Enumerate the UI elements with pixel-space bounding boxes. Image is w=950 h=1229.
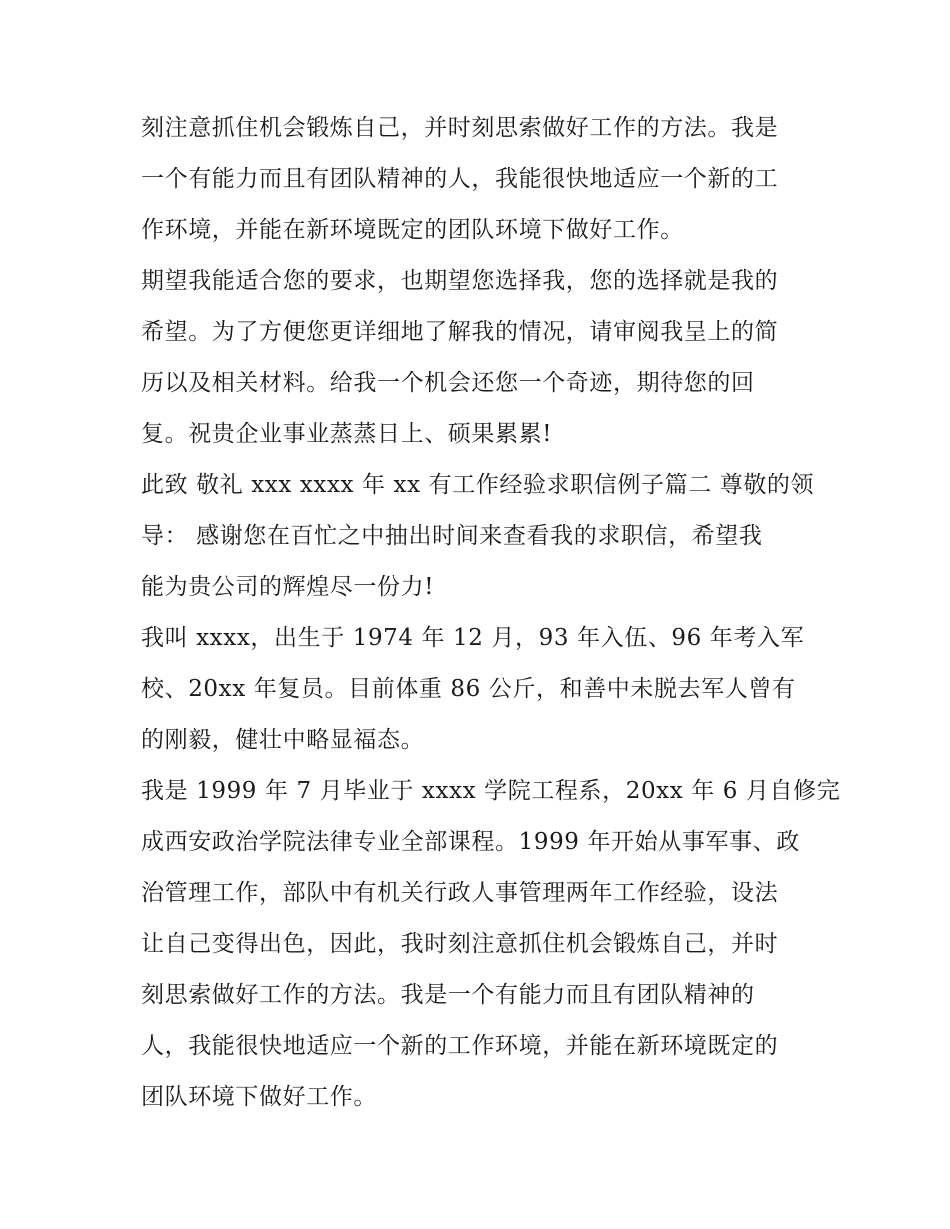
- text-line: 团队环境下做好工作。: [141, 1084, 377, 1110]
- text-line: 的刚毅，健壮中略显福态。: [141, 727, 425, 753]
- text-line: 刻注意抓住机会锻炼自己，并时刻思索做好工作的方法。我是: [141, 115, 779, 141]
- text-line: 人，我能很快地适应一个新的工作环境，并能在新环境既定的: [141, 1033, 779, 1059]
- text-line: 作环境，并能在新环境既定的团队环境下做好工作。: [141, 217, 684, 243]
- text-line: 校、20xx 年复员。目前体重 86 公斤，和善中未脱去军人曾有: [141, 676, 796, 702]
- text-line: 一个有能力而且有团队精神的人，我能很快地适应一个新的工: [141, 166, 779, 192]
- text-line: 成西安政治学院法律专业全部课程。1999 年开始从事军事、政: [141, 829, 800, 855]
- text-line: 期望我能适合您的要求，也期望您选择我，您的选择就是我的: [141, 268, 779, 294]
- paragraph-hope: [141, 256, 813, 460]
- text-line: 希望。为了方便您更详细地了解我的情况，请审阅我呈上的简: [141, 319, 779, 345]
- text-line: 导： 感谢您在百忙之中抽出时间来查看我的求职信，希望我: [141, 523, 763, 549]
- text-line: 此致 敬礼 xxx xxxx 年 xx 有工作经验求职信例子篇二 尊敬的领: [141, 472, 815, 498]
- paragraph-education-experience: [141, 766, 841, 1123]
- paragraph-personal-info: [141, 613, 813, 766]
- document-body: [141, 103, 841, 1123]
- text-line: 历以及相关材料。给我一个机会还您一个奇迹，期待您的回: [141, 370, 755, 396]
- text-line: 我是 1999 年 7 月毕业于 xxxx 学院工程系，20xx 年 6 月自修完: [141, 778, 841, 804]
- text-line: 能为贵公司的辉煌尽一份力!: [141, 574, 435, 600]
- text-line: 刻思索做好工作的方法。我是一个有能力而且有团队精神的: [141, 982, 755, 1008]
- text-line: 让自己变得出色，因此，我时刻注意抓住机会锻炼自己，并时: [141, 931, 779, 957]
- paragraph-closing-and-second-letter: [141, 460, 813, 613]
- paragraph-work-attitude: [141, 103, 813, 256]
- text-line: 我叫 xxxx，出生于 1974 年 12 月，93 年入伍、96 年考入军: [141, 625, 805, 651]
- text-line: 复。祝贵企业事业蒸蒸日上、硕果累累!: [141, 421, 553, 447]
- text-line: 治管理工作，部队中有机关行政人事管理两年工作经验，设法: [141, 880, 779, 906]
